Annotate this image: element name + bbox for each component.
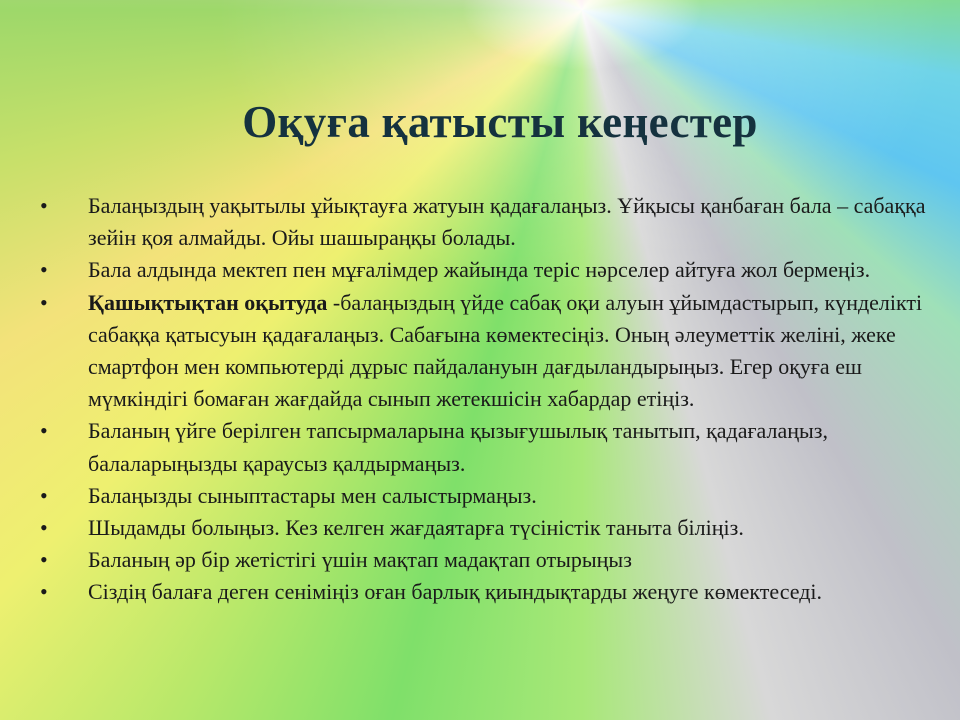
bullet-text: Баланың әр бір жетістігі үшін мақтап мадақтап отырыңыз xyxy=(88,547,632,573)
bullet-text: Балаңыздың уақытылы ұйықтауға жатуын қадағалаңыз. Ұйқысы қанбаған бала – сабаққа зейін қоя алмайды. Ойы шашыраңқы болады. xyxy=(88,193,926,251)
bullet-dot-icon: • xyxy=(40,257,48,283)
bullet-dot-icon: • xyxy=(40,579,48,605)
bullet-text: Шыдамды болыңыз. Кез келген жағдаятарға түсіністік таныта біліңіз. xyxy=(88,515,744,541)
bullet-item xyxy=(40,415,935,479)
bullet-text: -балаңыздың үйде сабақ оқи алуын ұйымдастырып, күнделікті сабаққа қатысуын қадағалаңыз. Сабағына көмектесіңіз. Оның әлеуметтік желіні, жеке смартфон мен компьютерді дұрыс пайдалануын дағдыландырыңыз. Егер оқуға еш мүмкіндігі бомаған жағдайда сынып жетекшісін хабардар етіңіз. xyxy=(88,289,923,412)
bullet-item xyxy=(40,544,935,576)
bullet-text: Баланың үйге берілген тапсырмаларына қызығушылық танытып, қадағалаңыз, балаларыңызды қараусыз қалдырмаңыз. xyxy=(88,418,828,476)
bullet-dot-icon: • xyxy=(40,547,48,573)
slide-title: Оқуға қатысты кеңестер xyxy=(242,97,758,147)
bullet-dot-icon: • xyxy=(40,418,48,444)
bullet-text: Балаңызды сыныптастары мен салыстырмаңыз. xyxy=(88,482,537,508)
bullet-bold-lead: Қашықтықтан оқытуда xyxy=(88,289,328,315)
bullet-dot-icon: • xyxy=(40,515,48,541)
bullet-dot-icon: • xyxy=(40,193,48,218)
bullet-item xyxy=(40,480,935,512)
bullet-list xyxy=(40,190,935,609)
bullet-item xyxy=(40,254,935,286)
bullet-dot-icon: • xyxy=(40,482,48,508)
bullet-item xyxy=(40,512,935,544)
bullet-text: Бала алдында мектеп пен мұғалімдер жайында теріс нәрселер айтуға жол бермеңіз. xyxy=(88,257,871,283)
bullet-dot-icon: • xyxy=(40,289,48,315)
bullet-item xyxy=(40,287,935,416)
bullet-text: Сіздің балаға деген сеніміңіз оған барлық қиындықтарды жеңуге көмектеседі. xyxy=(88,579,823,605)
bullet-item xyxy=(40,190,935,254)
bullet-item xyxy=(40,576,935,608)
